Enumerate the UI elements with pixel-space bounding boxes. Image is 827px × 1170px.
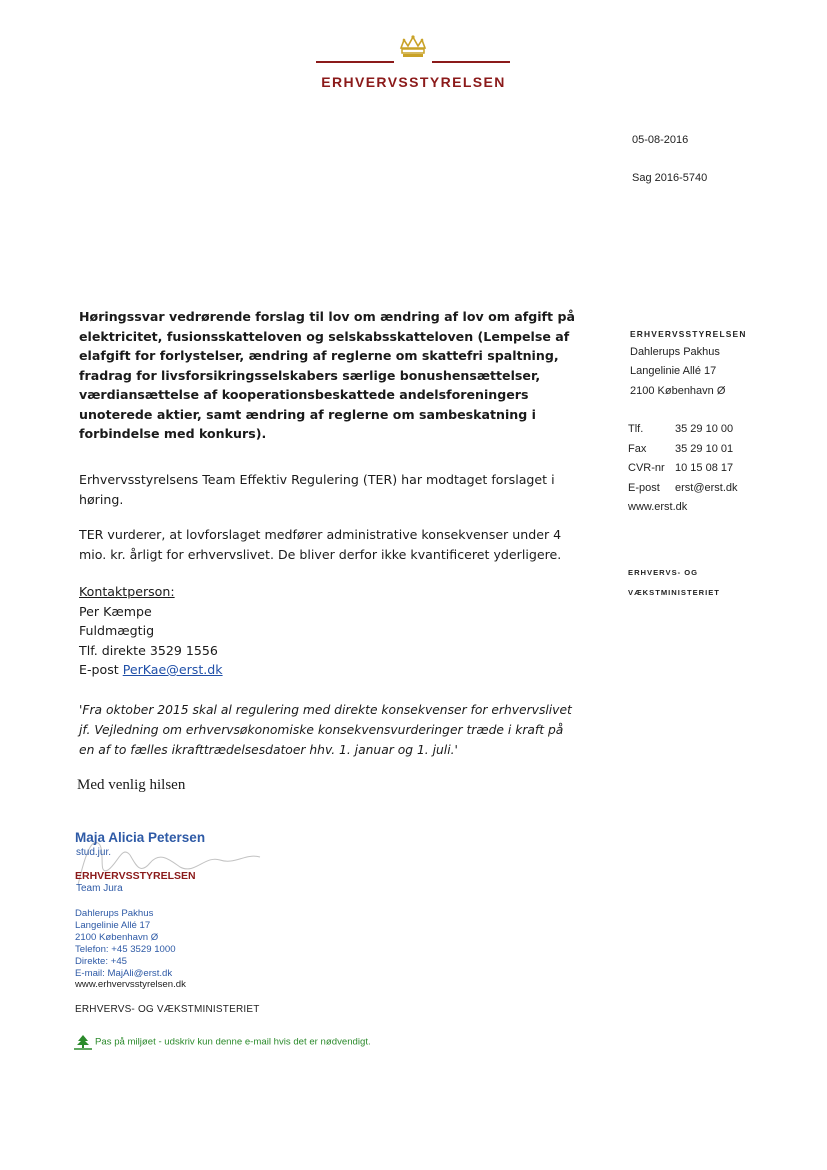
sidebar-ministry-line: ERHVERVS- OG — [628, 568, 699, 577]
date: 05-08-2016 — [632, 134, 689, 146]
signature-ministry: ERHVERVS- OG VÆKSTMINISTERIET — [75, 1004, 260, 1015]
sidebar-org: ERHVERVSSTYRELSEN — [630, 329, 747, 339]
sidebar-contact-label: Fax — [628, 442, 647, 455]
sidebar-contact-row — [628, 459, 738, 479]
sidebar-contact-label: CVR-nr — [628, 462, 665, 474]
signature-web-link[interactable]: www.erhvervsstyrelsen.dk — [75, 979, 186, 991]
sidebar-address — [630, 343, 725, 401]
contact-name: Per Kæmpe — [79, 603, 152, 619]
signature-role: stud.jur. — [76, 847, 112, 858]
logo-text: ERHVERVSSTYRELSEN — [321, 74, 506, 90]
contact-block — [79, 582, 379, 680]
regulation-quote: 'Fra oktober 2015 skal al regulering med direkte konsekvenser for erhvervslivet jf. Vejledning om erhvervsøkonomiske konsekvensvurderinger træde i kraft på en af to fælles ikrafttrædelsesdatoer hhv. 1. januar og 1. juli.' — [79, 703, 572, 757]
signature-address-line: Direkte: +45 — [75, 955, 127, 967]
sidebar-contact-label: Tlf. — [628, 423, 644, 435]
closing-greeting: Med venlig hilsen — [77, 777, 186, 793]
case-number: Sag 2016-5740 — [632, 172, 708, 184]
signature-address-line: Dahlerups Pakhus — [75, 908, 154, 919]
sidebar-address-line: Dahlerups Pakhus — [630, 346, 720, 358]
logo-rule-right — [432, 61, 510, 63]
sidebar-contact-row — [628, 440, 738, 460]
sidebar-email-value[interactable]: erst@erst.dk — [675, 481, 738, 494]
contact-heading: Kontaktperson: — [79, 584, 175, 599]
sidebar-contact-value: 10 15 08 17 — [675, 462, 734, 474]
eco-note-text: Pas på miljøet - udskriv kun denne e-mail hvis det er nødvendigt. — [95, 1036, 371, 1048]
tree-icon — [73, 1034, 93, 1050]
contact-title: Fuldmægtig — [79, 623, 155, 638]
eco-note — [73, 1034, 371, 1050]
signature-team: Team Jura — [76, 883, 123, 894]
sidebar-web — [628, 498, 738, 518]
sidebar-contact-value: 35 29 10 01 — [675, 442, 734, 455]
sidebar-contact-value: 35 29 10 00 — [675, 423, 734, 435]
signature-address-line: Telefon: +45 3529 1000 — [75, 943, 176, 955]
body-paragraph-2: TER vurderer, at lovforslaget medfører administrative konsekvenser under 4 mio. kr. årligt for erhvervslivet. De bliver derfor ikke kvantificeret yderligere. — [79, 527, 562, 562]
contact-phone: Tlf. direkte 3529 1556 — [79, 642, 218, 658]
body-paragraph-1: Erhvervsstyrelsens Team Effektiv Regulering (TER) har modtaget forslaget i høring. — [79, 472, 555, 507]
signature-name: Maja Alicia Petersen — [75, 830, 206, 845]
signature-address-line: Langelinie Allé 17 — [75, 919, 151, 931]
signature-address-line: 2100 København Ø — [75, 931, 159, 943]
sidebar-address-line: Langelinie Allé 17 — [630, 365, 717, 378]
sidebar-contacts — [628, 420, 738, 518]
sidebar-address-line: 2100 København Ø — [630, 384, 726, 397]
sidebar-contact-row — [628, 420, 738, 440]
contact-email-line — [79, 660, 379, 680]
sidebar-web-link[interactable]: www.erst.dk — [628, 501, 688, 513]
signature-email[interactable]: E-mail: MajAli@erst.dk — [75, 967, 173, 979]
logo-rule-left — [316, 61, 394, 63]
signature-org: ERHVERVSSTYRELSEN — [75, 870, 196, 882]
sidebar-contact-row — [628, 479, 738, 499]
subject-heading: Høringssvar vedrørende forslag til lov om ændring af lov om afgift på elektricitet, fusionsskatteloven og selskabsskatteloven (Lempelse af elafgift for forlystelser, ændring af reglerne om skattefri spaltning, fradrag for livsforsikringsselskabers særlige bonushensættelser, værdiansættelse af kooperationsbeskattede andelsforeningers unoterede aktier, samt ændring af reglerne om sambeskatning i forbindelse med konkurs). — [79, 309, 575, 441]
contact-email-prefix: E-post — [79, 662, 123, 677]
sidebar-ministry — [628, 563, 720, 603]
contact-email-link[interactable]: PerKae@erst.dk — [122, 662, 223, 677]
sidebar-contact-label: E-post — [628, 481, 660, 494]
crown-icon — [396, 34, 430, 62]
signature-address — [75, 908, 275, 991]
sidebar-ministry-line: VÆKSTMINISTERIET — [628, 588, 720, 597]
